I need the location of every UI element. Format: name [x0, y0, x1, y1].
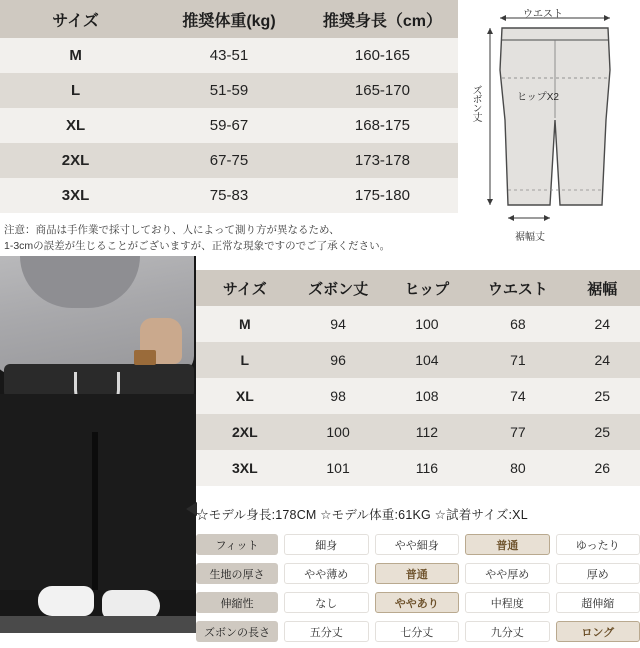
- column-header-size: サイズ: [196, 270, 294, 306]
- cell-size: 3XL: [196, 450, 294, 486]
- cell-size: M: [0, 38, 151, 73]
- attribute-option-selected[interactable]: 普通: [465, 534, 550, 555]
- table-header-row: [196, 270, 640, 306]
- cell-waist: 68: [471, 306, 564, 342]
- attribute-option[interactable]: 細身: [284, 534, 369, 555]
- cell-length: 98: [294, 378, 383, 414]
- table-row: [0, 73, 458, 108]
- attribute-option[interactable]: なし: [284, 592, 369, 613]
- cell-hip: 112: [382, 414, 471, 450]
- cell-length: 100: [294, 414, 383, 450]
- attribute-label-length: ズボンの長さ: [196, 621, 278, 642]
- diagram-label-waist: ウエスト: [523, 5, 563, 20]
- model-photo: [0, 256, 196, 633]
- cell-height: 173-178: [307, 143, 458, 178]
- photo-brand-label: [134, 350, 156, 365]
- photo-leg-gap: [92, 432, 98, 590]
- attribute-option-selected[interactable]: ロング: [556, 621, 640, 642]
- pants-outline-svg: [460, 0, 640, 250]
- cell-size: XL: [196, 378, 294, 414]
- column-header-waist: ウエスト: [471, 270, 564, 306]
- attribute-row-length: [196, 619, 640, 644]
- photo-shoe-left: [38, 586, 94, 616]
- column-header-hip: ヒップ: [382, 270, 471, 306]
- cell-waist: 74: [471, 378, 564, 414]
- attribute-option-selected[interactable]: 普通: [375, 563, 460, 584]
- table-row: [0, 108, 458, 143]
- table-row: [0, 178, 458, 213]
- cell-waist: 77: [471, 414, 564, 450]
- attribute-option[interactable]: ゆったり: [556, 534, 640, 555]
- attribute-row-stretch: [196, 590, 640, 615]
- attribute-row-fit: [196, 532, 640, 557]
- cell-height: 175-180: [307, 178, 458, 213]
- cell-weight: 67-75: [151, 143, 307, 178]
- cell-size: 2XL: [196, 414, 294, 450]
- table-row: [196, 450, 640, 486]
- cell-hip: 104: [382, 342, 471, 378]
- attribute-option[interactable]: 超伸縮: [556, 592, 640, 613]
- table-row: [0, 143, 458, 178]
- column-header-hem: 裾幅: [565, 270, 640, 306]
- diagram-label-hem: 裾幅丈: [515, 228, 545, 243]
- measurement-note: [4, 222, 456, 255]
- cell-size: XL: [0, 108, 151, 143]
- table-row: [196, 378, 640, 414]
- column-header-height: 推奨身長（cm）: [307, 0, 458, 38]
- cell-hem: 26: [565, 450, 640, 486]
- attribute-row-thickness: [196, 561, 640, 586]
- cell-size: L: [0, 73, 151, 108]
- model-info-text: ☆モデル身長:178CM ☆モデル体重:61KG ☆試着サイズ:XL: [196, 498, 640, 530]
- attribute-option[interactable]: 七分丈: [375, 621, 460, 642]
- cell-height: 168-175: [307, 108, 458, 143]
- cell-height: 160-165: [307, 38, 458, 73]
- column-header-weight: 推奨体重(kg): [151, 0, 307, 38]
- cell-weight: 75-83: [151, 178, 307, 213]
- cell-hem: 24: [565, 306, 640, 342]
- cell-length: 101: [294, 450, 383, 486]
- attribute-option-selected[interactable]: ややあり: [375, 592, 460, 613]
- cell-hip: 108: [382, 378, 471, 414]
- cell-length: 94: [294, 306, 383, 342]
- diagram-label-length: ズボン丈: [468, 85, 483, 121]
- cell-hem: 25: [565, 378, 640, 414]
- table-row: [196, 306, 640, 342]
- photo-pants-legs: [0, 394, 196, 590]
- attribute-option[interactable]: やや薄め: [284, 563, 369, 584]
- cell-hem: 24: [565, 342, 640, 378]
- attribute-option[interactable]: 九分丈: [465, 621, 550, 642]
- column-header-length: ズボン丈: [294, 270, 383, 306]
- attribute-option[interactable]: やや細身: [375, 534, 460, 555]
- cell-waist: 80: [471, 450, 564, 486]
- table-row: [0, 38, 458, 73]
- recommendation-table: [0, 0, 458, 213]
- table-row: [196, 342, 640, 378]
- attribute-option[interactable]: 中程度: [465, 592, 550, 613]
- note-line-1: 注意：商品は手作業で採寸しており、人によって測り方が異なるため、: [4, 222, 456, 238]
- cell-length: 96: [294, 342, 383, 378]
- cell-waist: 71: [471, 342, 564, 378]
- attribute-label-fit: フィット: [196, 534, 278, 555]
- cell-size: L: [196, 342, 294, 378]
- photo-floor: [0, 616, 196, 633]
- cell-weight: 43-51: [151, 38, 307, 73]
- attribute-label-stretch: 伸縮性: [196, 592, 278, 613]
- cell-size: 2XL: [0, 143, 151, 178]
- diagram-label-hip: ヒップX2: [517, 88, 559, 103]
- attribute-option[interactable]: 厚め: [556, 563, 640, 584]
- cell-weight: 51-59: [151, 73, 307, 108]
- pants-diagram: [460, 0, 640, 250]
- table-row: [196, 414, 640, 450]
- attribute-grid: [196, 532, 640, 648]
- cell-size: 3XL: [0, 178, 151, 213]
- note-line-2: 1-3cmの誤差が生じることがございますが、正常な現象ですのでご了承ください。: [4, 238, 456, 254]
- cell-height: 165-170: [307, 73, 458, 108]
- measurement-table: [196, 270, 640, 486]
- attribute-option[interactable]: やや厚め: [465, 563, 550, 584]
- column-header-size: サイズ: [0, 0, 151, 38]
- cell-size: M: [196, 306, 294, 342]
- cell-hip: 100: [382, 306, 471, 342]
- cell-hem: 25: [565, 414, 640, 450]
- attribute-label-thickness: 生地の厚さ: [196, 563, 278, 584]
- cell-hip: 116: [382, 450, 471, 486]
- attribute-option[interactable]: 五分丈: [284, 621, 369, 642]
- cell-weight: 59-67: [151, 108, 307, 143]
- table-header-row: [0, 0, 458, 38]
